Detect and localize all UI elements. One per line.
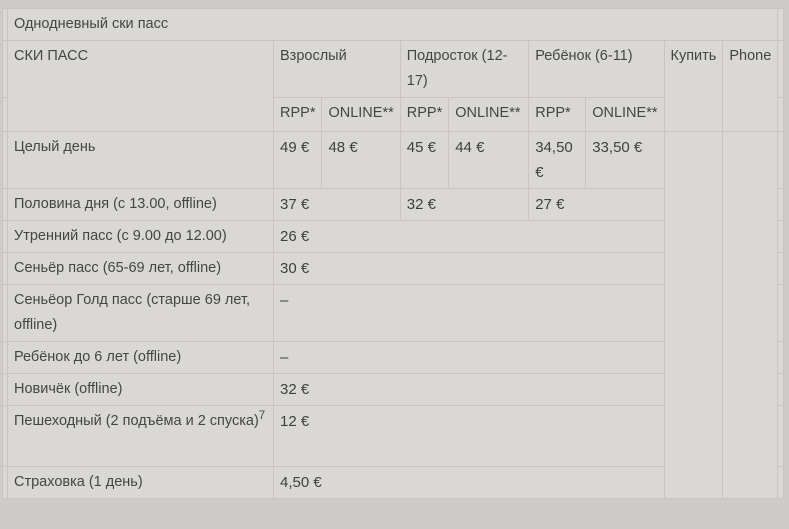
ski-pass-price-table [2, 8, 784, 499]
col-header-adult: Взрослый [274, 41, 401, 98]
col-header-child: Ребёнок (6-11) [529, 41, 664, 98]
col-header-buy: Купить [664, 41, 723, 132]
price-cell: 49 € [274, 132, 322, 189]
price-cell: 48 € [322, 132, 400, 189]
row-label [8, 406, 274, 467]
table-row-full-day [3, 132, 784, 189]
gutter-cell [778, 253, 784, 285]
subheader-adult-rpp: RPP* [274, 98, 322, 132]
price-cell: 32 € [400, 189, 528, 221]
gutter-cell [778, 285, 784, 342]
price-cell: 4,50 € [274, 467, 665, 499]
price-cell: 44 € [449, 132, 529, 189]
row-label-text: Пешеходный (2 подъёма и 2 спуска) [14, 413, 259, 429]
gutter-cell [778, 374, 784, 406]
header-row [3, 41, 784, 98]
col-header-ski-pass: СКИ ПАСС [8, 41, 274, 132]
price-cell: 45 € [400, 132, 448, 189]
row-label: Целый день [8, 132, 274, 189]
phone-column-cell [723, 132, 778, 499]
row-label: Новичёк (offline) [8, 374, 274, 406]
gutter-cell [778, 132, 784, 189]
buy-column-cell [664, 132, 723, 499]
price-cell: 34,50 € [529, 132, 586, 189]
gutter-cell [3, 98, 8, 132]
price-cell: – [274, 342, 665, 374]
price-cell: 30 € [274, 253, 665, 285]
subheader-adult-online: ONLINE** [322, 98, 400, 132]
row-label: Сеньёр пасс (65-69 лет, offline) [8, 253, 274, 285]
gutter-cell [778, 9, 784, 41]
gutter-cell [778, 467, 784, 499]
price-cell: 37 € [274, 189, 401, 221]
col-header-phone: Phone [723, 41, 778, 132]
row-label: Утренний пасс (с 9.00 до 12.00) [8, 221, 274, 253]
subheader-teen-online: ONLINE** [449, 98, 529, 132]
price-cell: 33,50 € [586, 132, 664, 189]
gutter-cell [778, 221, 784, 253]
price-cell: 27 € [529, 189, 664, 221]
subheader-child-rpp: RPP* [529, 98, 586, 132]
price-cell: – [274, 285, 665, 342]
row-label: Страховка (1 день) [8, 467, 274, 499]
gutter-cell [778, 189, 784, 221]
subheader-teen-rpp: RPP* [400, 98, 448, 132]
price-cell: 32 € [274, 374, 665, 406]
col-header-teen: Подросток (12-17) [400, 41, 528, 98]
price-cell: 12 € [274, 406, 665, 467]
table-title: Однодневный ски пасс [8, 9, 778, 41]
gutter-cell [778, 98, 784, 132]
row-label: Ребёнок до 6 лет (offline) [8, 342, 274, 374]
table-title-row [3, 9, 784, 41]
row-label: Сеньёор Голд пасс (старше 69 лет, offline) [8, 285, 274, 342]
gutter-cell [778, 41, 784, 98]
row-label: Половина дня (с 13.00, offline) [8, 189, 274, 221]
gutter-cell [778, 342, 784, 374]
gutter-cell [778, 406, 784, 467]
footnote-marker: 7 [258, 410, 266, 423]
subheader-child-online: ONLINE** [586, 98, 664, 132]
price-cell: 26 € [274, 221, 665, 253]
